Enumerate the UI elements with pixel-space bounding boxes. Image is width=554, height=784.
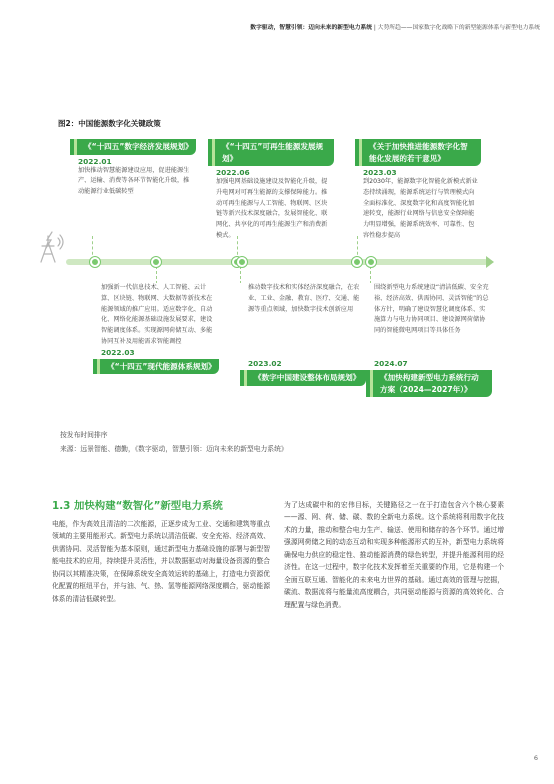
connector-line	[156, 266, 157, 284]
policy-description: 加快推动智慧能源建设应用，促进能源生产、运输、消费等各环节智能化升级，推动能源行业低碳转型	[78, 166, 190, 196]
body-paragraph-right: 为了达成碳中和的宏伟目标，关键路径之一在于打造包含六个核心要素——源、网、荷、储、碳、数的全新电力系统。这个系统将利用数字化技术的力量，推动和整合电力生产、输送、使用和储存的各个环节。通过增强源网荷储之间的动态互动和实现多种能源形式的互补，新型电力系统将确保电力供应的稳定性、推动能源消费的绿色转型，并提升能源利用的经济性。在这一过程中，数字化技术发挥着至关重要的作用，它是构建一个全面互联互通、智能化的未来电力世界的基础。通过高效的管理与挖掘，碳流、数据流将与能量流高度耦合，共同驱动能源与资源的高效转化、合理配置与绿色消费。	[284, 501, 504, 609]
connector-line	[240, 266, 241, 284]
policy-timeline	[36, 228, 488, 268]
policy-date: 2022.06	[216, 168, 250, 177]
policy-card-2022-01	[70, 139, 196, 198]
policy-date: 2022.03	[101, 347, 135, 357]
timeline-bar	[66, 259, 488, 265]
policy-card-2024-07	[366, 283, 492, 397]
body-paragraph-left: 电能，作为高效且清洁的二次能源，正逐步成为工业、交通和建筑等重点领域的主要用能形式。新型电力系统以清洁低碳、安全充裕、经济高效、供需协同、灵活智能为基本原则，通过新型电力基础设施的部署与新型智能电技术的应用，持续提升灵活性，并以数据驱动对海量设备资源的整合协同以其精准决策，在保障系统安全高效运转的基础上，打造电力资源优化配置的枢纽平台，并与油、气、热、氢等能源网络深度耦合，驱动能源体系的清洁低碳转型。	[52, 520, 270, 603]
page-number: 6	[533, 754, 538, 762]
timeline-dot	[237, 257, 247, 267]
timeline-dot	[151, 257, 161, 267]
policy-banner: 《加快构建新型电力系统行动方案（2024—2027年）》	[366, 370, 492, 397]
policy-date: 2022.01	[78, 156, 112, 166]
page-header	[60, 22, 540, 31]
policy-description: 加强电网基础设施建设及智能化升级，提升电网对可再生能源的支撑保障能力。推动可再生能源与人工智能、物联网、区块链等新兴技术深度融合，发展智能化、联网化、共享化的可再生能源生产和消费新模式。	[216, 178, 328, 239]
policy-card-2023-02	[240, 283, 366, 386]
policy-description: 加强新一代信息技术、人工智能、云计算、区块链、物联网、大数据等新技术在能源领域的推广应用。适应数字化、自动化、网络化能源基础设施发展要求，建设智能调度体系。实现源网荷储互动、多能协同互补及用能需求智能调控	[101, 284, 213, 345]
policy-banner: 《“十四五”现代能源体系规划》	[93, 359, 219, 375]
timeline-dot	[352, 257, 362, 267]
policy-banner: 《“十四五”可再生能源发展规划》	[208, 139, 334, 166]
policy-banner: 《“十四五”数字经济发展规划》	[70, 139, 196, 155]
figure-title: 图2：中国能源数字化关键政策	[58, 119, 161, 128]
power-tower-icon	[36, 228, 66, 264]
connector-line	[370, 266, 371, 284]
policy-card-2022-06	[208, 139, 334, 242]
header-title-rest: | 大势所趋——国家数字化战略下的新型能源体系与新型电力系统	[373, 25, 540, 31]
section-title: 1.3 加快构建“数智化”新型电力系统	[52, 500, 223, 512]
policy-date: 2024.07	[374, 359, 408, 368]
figure-note: 按发布时间排序	[60, 431, 108, 439]
timeline-dot	[90, 257, 100, 267]
figure-source: 来源：远景智能、德勤，《数字驱动，智慧引领：迈向未来的新型电力系统》	[60, 445, 288, 453]
policy-description: 到2030年，能源数字化智能化新模式新业态持续涌现，能源系统运行与管理模式向全面标准化、深度数字化和高度智能化加速转变，能源行业网络与信息安全保障能力明显增强，能源系统效率、可靠性、包容性稳步提高	[363, 178, 478, 239]
policy-date: 2023.02	[248, 359, 282, 368]
policy-card-2023-03	[355, 139, 481, 242]
policy-description: 围绕新型电力系统建设“清洁低碳、安全充裕、经济高效、供需协同、灵活智能”的总体方针，明确了建设智慧化调度体系、实施算力与电力协同项目、建设源网荷储协同的智能微电网项目等具体任务	[374, 284, 489, 335]
policy-description: 推动数字技术和实体经济深度融合，在农业、工业、金融、教育、医疗、交通、能源等重点领域，加快数字技术创新应用	[248, 284, 360, 313]
header-title-bold: 数字驱动，智慧引领：迈向未来的新型电力系统	[250, 25, 373, 31]
policy-banner: 《关于加快推进能源数字化智能化发展的若干意见》	[355, 139, 481, 166]
policy-banner: 《数字中国建设整体布局规划》	[240, 370, 366, 386]
timeline-dot	[366, 257, 376, 267]
policy-date: 2023.03	[363, 168, 397, 177]
policy-card-2022-03	[93, 283, 219, 374]
